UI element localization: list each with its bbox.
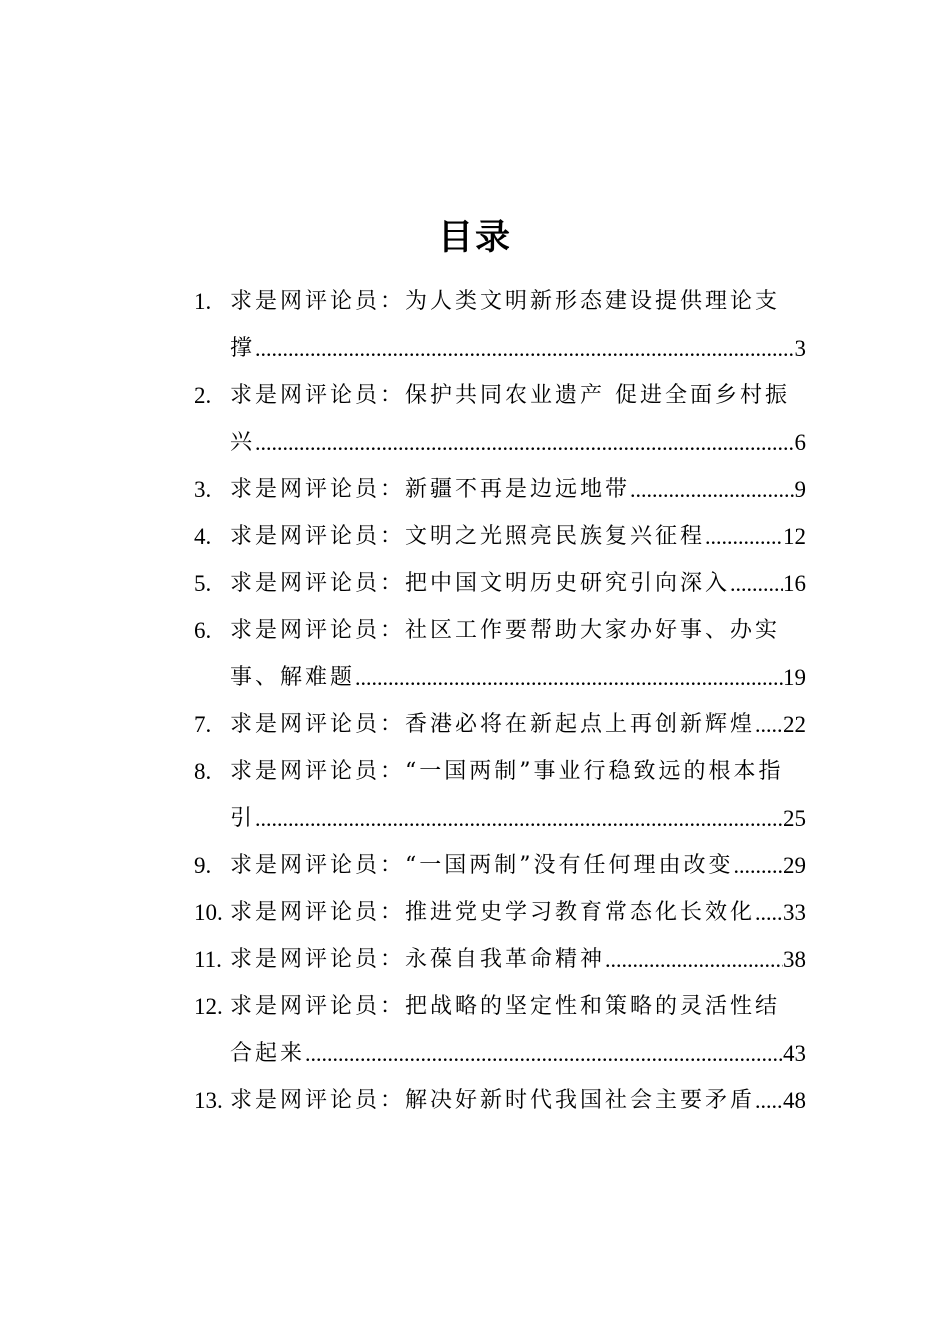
toc-entry-page: 25: [783, 806, 806, 831]
dot-leader: [755, 1077, 783, 1124]
toc-entry-number: 5.: [194, 571, 212, 596]
toc-entry-page: 9: [794, 477, 806, 502]
toc-entry-number: 2.: [194, 383, 212, 408]
toc-entry-title-continued: 兴: [230, 430, 256, 455]
toc-entry-page: 3: [794, 336, 806, 361]
dot-leader: [730, 560, 783, 607]
toc-list: [194, 278, 806, 1124]
toc-entry[interactable]: [194, 889, 806, 936]
dot-leader: [255, 325, 794, 372]
toc-entry-page: 19: [783, 665, 806, 690]
toc-entry-page: 48: [783, 1088, 806, 1113]
toc-entry[interactable]: [194, 372, 806, 466]
toc-entry-page: 38: [783, 947, 806, 972]
dot-leader: [705, 513, 783, 560]
toc-title: 目录: [437, 218, 512, 258]
toc-entry[interactable]: [194, 607, 806, 701]
dot-leader: [255, 795, 783, 842]
toc-entry[interactable]: [194, 936, 806, 983]
toc-entry-page: 12: [783, 524, 806, 549]
toc-entry-number: 4.: [194, 524, 212, 549]
toc-entry-number: 8.: [194, 759, 212, 784]
toc-entry[interactable]: [194, 466, 806, 513]
toc-entry-number: 10.: [194, 900, 223, 925]
toc-entry-title: 求是网评论员：“一国两制”没有任何理由改变: [230, 853, 734, 878]
toc-entry-number: 13.: [194, 1088, 223, 1113]
toc-entry-title-continued: 事、解难题: [230, 665, 356, 690]
dot-leader: [605, 936, 783, 983]
toc-entry-number: 7.: [194, 712, 212, 737]
toc-entry[interactable]: [194, 513, 806, 560]
toc-entry-page: 33: [783, 900, 806, 925]
toc-entry-number: 1.: [194, 289, 212, 314]
toc-entry[interactable]: [194, 701, 806, 748]
toc-entry-title: 求是网评论员：推进党史学习教育常态化长效化: [230, 900, 756, 925]
toc-entry-title: 求是网评论员：把中国文明历史研究引向深入: [230, 571, 731, 596]
toc-entry-title: 求是网评论员：社区工作要帮助大家办好事、办实: [230, 618, 781, 643]
toc-entry-title-continued: 撑: [230, 336, 256, 361]
toc-entry[interactable]: [194, 278, 806, 372]
toc-entry-title: 求是网评论员：“一国两制”事业行稳致远的根本指: [230, 759, 784, 784]
toc-entry-title-continued: 合起来: [230, 1041, 306, 1066]
toc-entry-number: 12.: [194, 994, 223, 1019]
toc-entry-number: 11.: [194, 947, 222, 972]
toc-entry-title-continued: 引: [230, 806, 256, 831]
dot-leader: [305, 1030, 783, 1077]
toc-entry[interactable]: [194, 748, 806, 842]
toc-entry-number: 6.: [194, 618, 212, 643]
dot-leader: [755, 889, 783, 936]
toc-entry-title: 求是网评论员：文明之光照亮民族复兴征程: [230, 524, 706, 549]
toc-entry-page: 6: [794, 430, 806, 455]
toc-entry-number: 9.: [194, 853, 212, 878]
toc-entry-page: 43: [783, 1041, 806, 1066]
toc-entry-title: 求是网评论员：香港必将在新起点上再创新辉煌: [230, 712, 756, 737]
toc-entry-title: 求是网评论员：永葆自我革命精神: [230, 947, 606, 972]
toc-entry-number: 3.: [194, 477, 212, 502]
dot-leader: [355, 654, 783, 701]
toc-entry-title: 求是网评论员：把战略的坚定性和策略的灵活性结: [230, 994, 781, 1019]
toc-entry-title: 求是网评论员：为人类文明新形态建设提供理论支: [230, 289, 781, 314]
dot-leader: [630, 466, 794, 513]
toc-entry[interactable]: [194, 842, 806, 889]
dot-leader: [755, 701, 783, 748]
toc-entry-title: 求是网评论员：解决好新时代我国社会主要矛盾: [230, 1088, 756, 1113]
toc-entry[interactable]: [194, 983, 806, 1077]
toc-entry-page: 16: [783, 571, 806, 596]
dot-leader: [255, 419, 794, 466]
toc-entry-page: 29: [783, 853, 806, 878]
dot-leader: [734, 842, 784, 889]
toc-entry-title: 求是网评论员：新疆不再是边远地带: [230, 477, 631, 502]
toc-entry-title: 求是网评论员：保护共同农业遗产 促进全面乡村振: [230, 383, 790, 408]
toc-entry[interactable]: [194, 1077, 806, 1124]
toc-entry-page: 22: [783, 712, 806, 737]
toc-entry[interactable]: [194, 560, 806, 607]
